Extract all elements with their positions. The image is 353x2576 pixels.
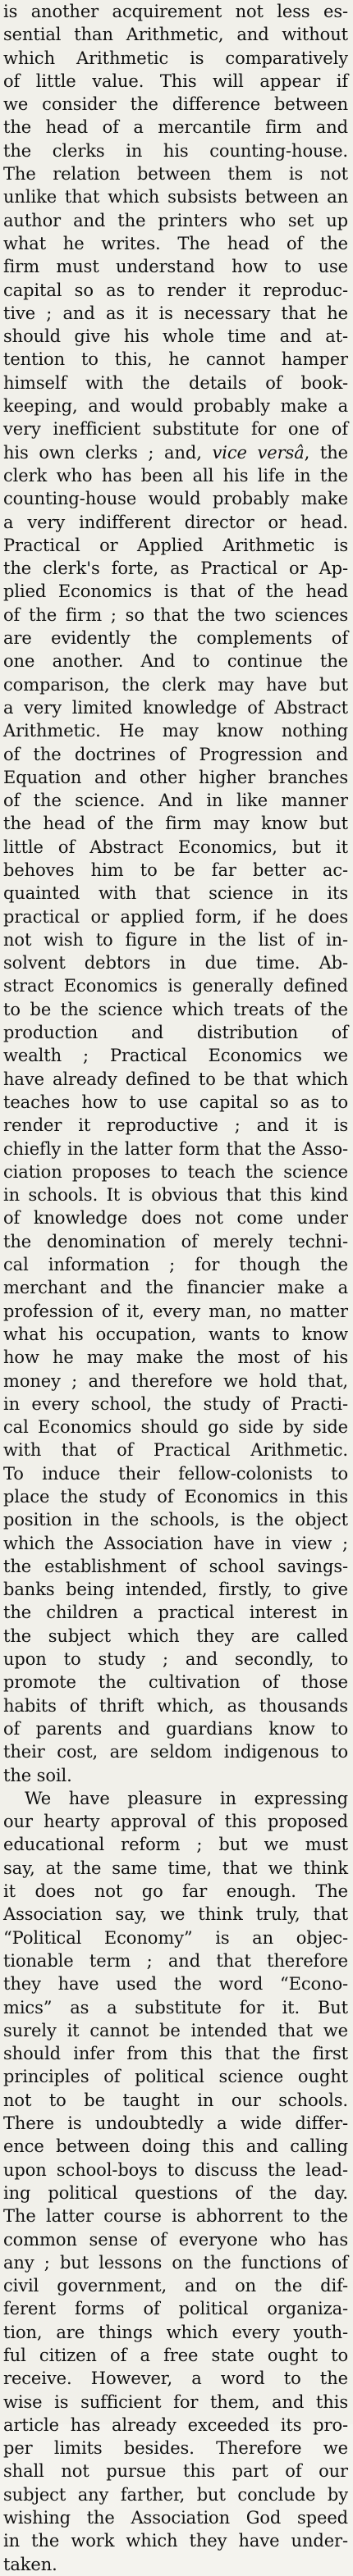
text-line: There is undoubtedly a wide differ- (3, 2113, 348, 2134)
text-line: solvent debtors in due time. Ab- (3, 953, 348, 973)
text-line: tive ; and as it is necessary that he (3, 303, 348, 323)
text-line: upon school-boys to discuss the lead- (3, 2159, 348, 2180)
text-line: are evidently the complements of (3, 628, 348, 649)
text-line: they have used the word “Econo- (3, 1974, 348, 1995)
text-line: practical or applied form, if he does (3, 906, 348, 927)
text-line: keeping, and would probably make a (3, 396, 348, 417)
text-line: shall not pursue this part of our (3, 2461, 348, 2482)
text-line: firm must understand how to use (3, 257, 348, 277)
text-line: one another. And to continue the (3, 651, 348, 672)
text-line: chiefly in the latter form that the Asso- (3, 1138, 348, 1159)
text-line: behoves him to be far better ac- (3, 859, 348, 880)
text-line: Association say, we think truly, that (3, 1904, 348, 1925)
text-line: subject any farther, but conclude by (3, 2484, 348, 2505)
text-line: in every school, the study of Practi- (3, 1393, 348, 1414)
text-line: tion, are things which every youth- (3, 2322, 348, 2342)
text-line: sential than Arithmetic, and without (3, 25, 348, 45)
text-line: ferent forms of political organiza- (3, 2299, 348, 2319)
text-line: principles of political science ought (3, 2067, 348, 2087)
text-line: ciation proposes to teach the science (3, 1161, 348, 1182)
text-line: not to be taught in our schools. (3, 2090, 348, 2110)
text-line: surely it cannot be intended that we (3, 2020, 348, 2040)
text-line: the children a practical interest in (3, 1603, 348, 1623)
text-line: how he may make the most of his (3, 1347, 348, 1368)
text-line: banks being intended, firstly, to give (3, 1580, 348, 1600)
text-line: render it reproductive ; and it is (3, 1115, 348, 1136)
text-line: upon to study ; and secondly, to (3, 1649, 348, 1670)
italic-phrase: vice versâ (212, 442, 305, 463)
article-paragraph (3, 0, 348, 1787)
text-line: ful citizen of a free state ought to (3, 2345, 348, 2365)
text-line: which Arithmetic is comparatively (3, 48, 348, 68)
text-line: the head of the firm may know but (3, 814, 348, 834)
text-line: unlike that which subsists between an (3, 187, 348, 207)
text-line: their cost, are seldom indigenous to (3, 1742, 348, 1762)
text-line: the subject which they are called (3, 1625, 348, 1646)
text-line: a very limited knowledge of Abstract (3, 697, 348, 718)
text-line: in the work which they have under- (3, 2531, 348, 2551)
text-line: teaches how to use capital so as to (3, 1092, 348, 1112)
text-line: civil government, and on the dif- (3, 2276, 348, 2296)
text-line: the establishment of school savings- (3, 1556, 348, 1576)
text-line: wishing the Association God speed (3, 2508, 348, 2528)
text-line: capital so as to render it reproduc- (3, 280, 348, 300)
text-line: per limits besides. Therefore we (3, 2438, 348, 2459)
text-line: it does not go far enough. The (3, 1881, 348, 1902)
text-line: production and distribution of (3, 1023, 348, 1043)
text-line: clerk who has been all his life in the (3, 465, 348, 486)
text-line: habits of thrift which, as thousands (3, 1695, 348, 1716)
article-paragraph (3, 1787, 348, 2576)
text-line: taken. (3, 2554, 57, 2574)
text-line: what his occupation, wants to know (3, 1324, 348, 1344)
text-line: quainted with that science in its (3, 883, 348, 904)
text-line: the head of a mercantile firm and (3, 117, 348, 138)
text-line: of the doctrines of Progression and (3, 744, 348, 764)
text-line: merchant and the financier make a (3, 1278, 348, 1298)
text-line: say, at the same time, that we think (3, 1858, 348, 1878)
text-line: to be the science which treats of the (3, 999, 348, 1019)
text-line: cal Economics should go side by side (3, 1417, 348, 1438)
text-line: little of Abstract Economics, but it (3, 837, 348, 857)
text-line: of parents and guardians know to (3, 1718, 348, 1739)
text-line: The latter course is abhorrent to the (3, 2206, 348, 2227)
text-line: our hearty approval of this proposed (3, 1812, 348, 1832)
text-line: “Political Economy” is an objec- (3, 1927, 348, 1948)
text-line: article has already exceeded its pro- (3, 2414, 348, 2435)
article-column (3, 0, 348, 2576)
text-line: in schools. It is obvious that this kind (3, 1185, 348, 1206)
text-line: what he writes. The head of the (3, 233, 348, 253)
text-line: have already defined to be that which (3, 1069, 348, 1089)
text-line: To induce their fellow-colonists to (3, 1463, 348, 1484)
text-line: place the study of Economics in this (3, 1487, 348, 1507)
text-line: ence between doing this and calling (3, 2136, 348, 2157)
text-line: common sense of everyone who has (3, 2229, 348, 2250)
text-line: promote the cultivation of those (3, 1672, 348, 1693)
text-line: plied Economics is that of the head (3, 581, 348, 602)
text-line: of little value. This will appear if (3, 71, 348, 91)
text-line: ing political questions of the day. (3, 2182, 348, 2203)
text-line: of knowledge does not come under (3, 1208, 348, 1229)
text-line: a very indifferent director or head. (3, 512, 348, 532)
text-line: tionable term ; and that therefore (3, 1950, 348, 1971)
text-line: which the Association have in view ; (3, 1533, 348, 1553)
text-line: counting-house would probably make (3, 489, 348, 509)
text-line: receive. However, a word to the (3, 2369, 348, 2389)
text-line: Arithmetic. He may know nothing (3, 721, 348, 741)
text-line: the clerk's forte, as Practical or Ap- (3, 559, 348, 579)
text-line: not wish to figure in the list of in- (3, 929, 348, 950)
text-line: very inefficient substitute for one of (3, 419, 348, 440)
text-line: wealth ; Practical Economics we (3, 1046, 348, 1066)
text-line: the clerks in his counting-house. (3, 140, 348, 161)
text-line: educational reform ; but we must (3, 1835, 348, 1855)
text-line: should give his whole time and at- (3, 326, 348, 347)
text-line: his own clerks ; and, vice versâ, the (3, 442, 348, 463)
text-line: tention to this, he cannot hamper (3, 349, 348, 370)
text-line: of the science. And in like manner (3, 791, 348, 811)
text-line: Practical or Applied Arithmetic is (3, 535, 348, 555)
text-line: mics” as a substitute for it. But (3, 1997, 348, 2017)
text-line: should infer from this that the first (3, 2044, 348, 2064)
text-line: wise is sufficient for them, and this (3, 2391, 348, 2412)
text-line: the soil. (3, 1765, 72, 1785)
text-line: author and the printers who set up (3, 210, 348, 230)
text-line: any ; but lessons on the functions of (3, 2252, 348, 2273)
text-line: The relation between them is not (3, 164, 348, 185)
text-line: himself with the details of book- (3, 372, 348, 393)
text-line: Equation and other higher branches (3, 767, 348, 787)
text-line: comparison, the clerk may have but (3, 674, 348, 695)
text-line: of the firm ; so that the two sciences (3, 604, 348, 625)
text-line: position in the schools, is the object (3, 1510, 348, 1530)
text-line: profession of it, every man, no matter (3, 1301, 348, 1321)
text-line: cal information ; for though the (3, 1255, 348, 1275)
text-line: money ; and therefore we hold that, (3, 1370, 348, 1391)
text-line: stract Economics is generally defined (3, 976, 348, 996)
text-line: We have pleasure in expressing (25, 1788, 348, 1808)
text-line: we consider the difference between (3, 94, 348, 115)
text-line: the denomination of merely techni- (3, 1231, 348, 1252)
text-line: is another acquirement not less es- (3, 2, 348, 21)
text-line: with that of Practical Arithmetic. (3, 1440, 348, 1461)
